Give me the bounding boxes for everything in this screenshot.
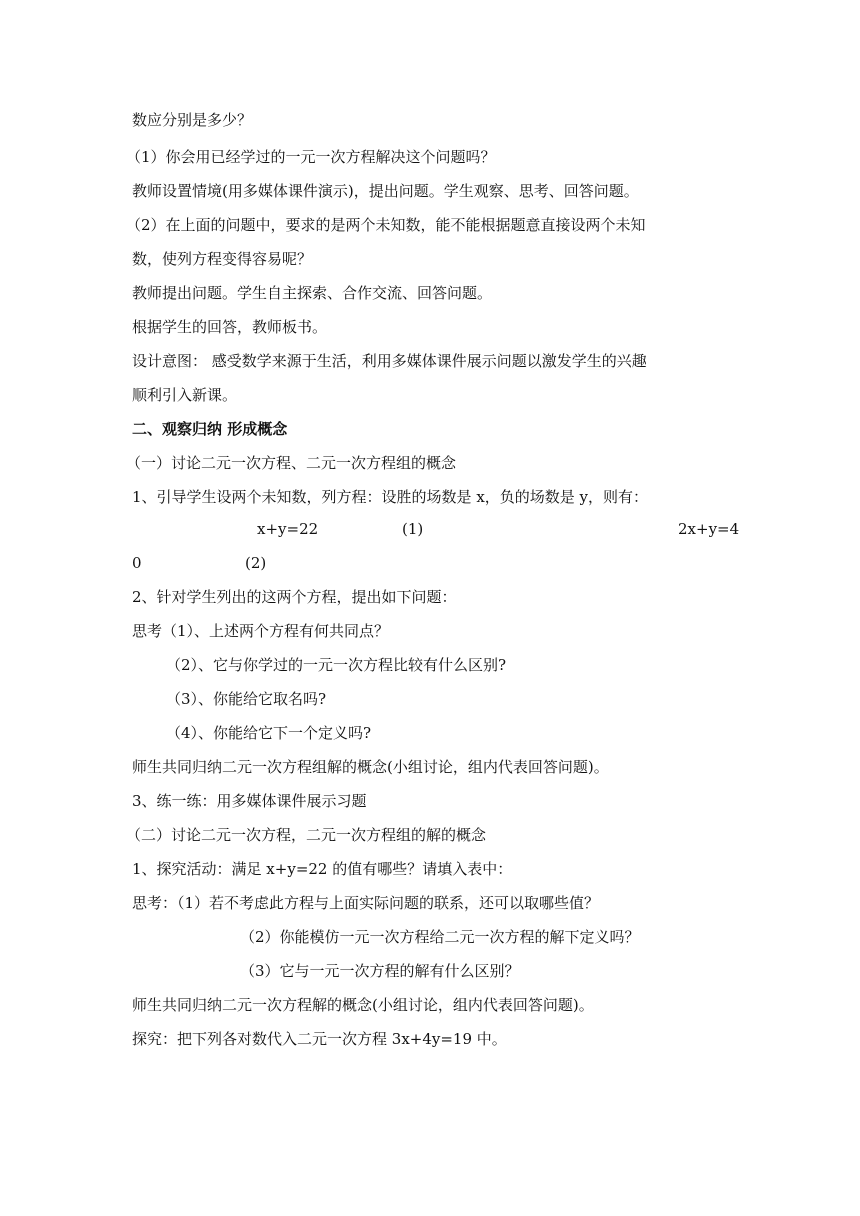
text-line: （2）你能模仿一元一次方程给二元一次方程的解下定义吗？: [240, 928, 640, 946]
text-line: 3、练一练：用多媒体课件展示习题: [132, 792, 367, 810]
text-line: 教师提出问题。学生自主探索、合作交流、回答问题。: [132, 284, 493, 302]
text-line: 数应分别是多少？: [132, 111, 253, 129]
text-line: （3）、你能给它取名吗?: [166, 690, 327, 708]
text-line: （3）它与一元一次方程的解有什么区别？: [240, 962, 520, 980]
text-line: 数，使列方程变得容易呢？: [132, 250, 313, 268]
text-line: 师生共同归纳二元一次方程解的概念(小组讨论，组内代表回答问题)。: [132, 996, 594, 1014]
text-line: 思考：（1）若不考虑此方程与上面实际问题的联系，还可以取哪些值？: [132, 894, 600, 912]
text-line: 探究：把下列各对数代入二元一次方程 3x+4y=19 中。: [132, 1030, 507, 1048]
text-line: 根据学生的回答，教师板书。: [132, 318, 328, 336]
text-line: 师生共同归纳二元一次方程组解的概念(小组讨论，组内代表回答问题)。: [132, 758, 609, 776]
text-line: （2）、它与你学过的一元一次方程比较有什么区别?: [166, 656, 507, 674]
equation-2-part1: 2x+y=4: [678, 520, 740, 538]
subsection-heading: （二）讨论二元一次方程，二元一次方程组的解的概念: [126, 826, 487, 844]
text-line: 2、针对学生列出的这两个方程，提出如下问题：: [132, 588, 457, 606]
text-line: 顺利引入新课。: [132, 386, 238, 404]
equation-2-part2: 0: [132, 554, 142, 572]
text-line: 思考（1）、上述两个方程有何共同点？: [132, 622, 390, 640]
subsection-heading: （一）讨论二元一次方程、二元一次方程组的概念: [126, 454, 457, 472]
text-line: 设计意图： 感受数学来源于生活，利用多媒体课件展示问题以激发学生的兴趣: [132, 352, 647, 370]
equation-2-number: (2): [245, 554, 267, 572]
equation-1-number: (1): [402, 520, 424, 538]
text-line: 教师设置情境(用多媒体课件演示)，提出问题。学生观察、思考、回答问题。: [132, 182, 639, 200]
equation-1: x+y=22: [257, 520, 319, 538]
text-line: （1）你会用已经学过的一元一次方程解决这个问题吗？: [126, 148, 496, 166]
text-line: 1、引导学生设两个未知数，列方程：设胜的场数是 x，负的场数是 y，则有：: [132, 488, 649, 506]
text-line: （4）、你能给它下一个定义吗?: [166, 724, 372, 742]
text-line: 1、探究活动：满足 x+y=22 的值有哪些？请填入表中：: [132, 860, 513, 878]
section-heading: 二、观察归纳 形成概念: [132, 420, 288, 438]
text-line: （2）在上面的问题中，要求的是两个未知数，能不能根据题意直接设两个未知: [126, 216, 646, 234]
